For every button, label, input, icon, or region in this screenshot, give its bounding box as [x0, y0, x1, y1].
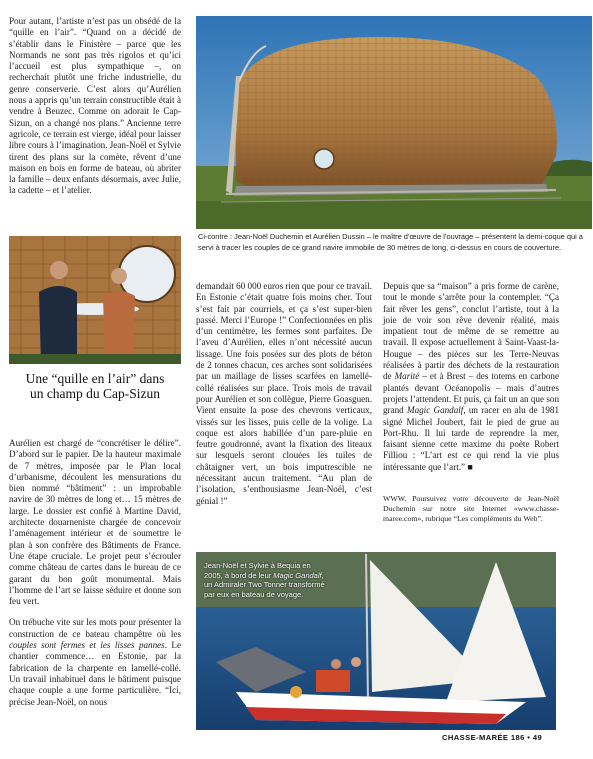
sailboat-photo-caption: Jean-Noël et Sylvie à Bequia en 2005, à bord de leur Magic Gandalf, un Admiraler Two Tonner transformé par eux en bateau de voyage.	[204, 561, 325, 599]
page-footer: CHASSE-MARÉE 186 • 49	[442, 733, 543, 742]
hull-building-illustration	[196, 16, 592, 229]
hull-photo-caption: Ci-contre : Jean-Noël Duchemin et Aurélien Dussin – le maître d’œuvre de l’ouvrage – présentent la demi-coque qui a servi à tracer les couples de ce grand navire immobile de 30 mètres de long, ci-dessus en cours de couverture.	[198, 232, 583, 252]
article-paragraph: Pour autant, l’artiste n’est pas un obsédé de la “quille en l’air”. “Quand on a décidé de s’établir dans le Finistère – parce que les Normands ne sont pas très rigolos et qu’ici l’accueil est plus sympathique –, on recherchait plutôt une friche industrielle, du genre conserverie. C’est alors qu’Aurélien nous a appris qu’un terrain constructible était à vendre à Beuzec. Comme on adorait le Cap-Sizun, on a changé nos plans.” Ancienne terre agricole, ce terrain est vierge, idéal pour laisser libre cours à l’imagination. Jean-Noël et Sylvie tirent des plans sur la comète, rêvent d’une maison en bois en forme de bateau, où abriter la famille – deux enfants désormais, avec Julie, la cadette – et l’atelier.	[9, 16, 181, 196]
article-column-3	[383, 281, 559, 473]
article-column-1-bottom	[9, 438, 181, 708]
article-paragraph: Aurélien est chargé de “concrétiser le délire”. D’abord sur le papier. De la hauteur maximale de 7 mètres, imposée par le Plan local d’urbanisme, découlent les mensurations du bien nommé “bâtiment” : un improbable navire de 30 mètres de long et… 15 mètres de large. Le dossier est confié à Martine David, architecte douarneniste chargée de concevoir l’aménagement intérieur et de soumettre le plan à son confrère des Bâtiments de France. Une étape cruciale. Le projet peut s’écrouler comme château de cartes dans le bureau de ce garant du bon goût monumental. Mais l’homme de l’art se laisse séduire et donne son feu vert.	[9, 438, 181, 607]
hull-building-photo	[196, 16, 592, 229]
web-complement-note: WWW. Poursuivez votre découverte de Jean-Noël Duchemin sur notre site Internet «www.chasse-maree.com», rubrique “Les compléments du Web”.	[383, 494, 559, 523]
article-column-2	[196, 281, 372, 507]
people-half-hull-illustration	[9, 236, 181, 364]
article-paragraph: demandait 60 000 euros rien que pour ce travail. En Estonie c’était quatre fois moins cher. Tout s’est fait par courriels, et ça s’est super-bien passé. Merci l’Europe !” Confectionnées en plis d’un centimètre, les fermes sont parfaites. De l’aveu d’Aurélien, elles n’ont nécessité aucun lissage. Une fois posées sur des plots de béton de 2 tonnes chacun, ces arches sont solidarisées par un maillage de lisses scarfées en lamellé-collé réalisées sur place. Trois mois de travail pour Aurélien et son collègue, Pierre Goasguen. Vient ensuite la pose des chevrons verticaux, vissés sur les lisses, puis celle de la volige. La coque est alors habillée d’un pare-pluie en feutre goudronné, avant la fixation des liteaux sur lesquels seront clouées les tuiles de châtaigner vert, un bois imputrescible ne nécessitant aucun traitement. “Au plan de l’isolation, s’enthousiasme Jean-Noël, c’est génial !”	[196, 281, 373, 506]
article-paragraph: Depuis que sa “maison” a pris forme de carène, tout le monde s’arrête pour la contempler. “Ça fait rêver les gens”, conclut l’artiste, tout à la joie de voir son rêve devenir réalité, mais impatient tout de même de se remettre au travail. Il expose actuellement à Saint-Vaast-la-Hougue – des pièces sur les Terre-Neuvas réalisées à partir des déchets de la restauration de Marité – et à Brest – des totems en carbone plantés devant Océanopolis – mais d’autres projets l’attendent. Et puis, ça fait un an que son grand Magic Gandalf, un racer en alu de 1981 signé Michel Joubert, fait le pied de grue au Port-Rhu. Il lui tarde de reprendre la mer, faisant sienne cette maxime du poète Robert Filliou : “L’art est ce qui rend la vie plus intéressante que l’art.” ■	[383, 281, 559, 472]
sailboat-photo	[196, 552, 556, 730]
article-paragraph: On trébuche vite sur les mots pour présenter la construction de ce bateau champêtre où les couples sont fermes et les lisses pannes. Le chantier commence… en Estonie, par la fabrication de la charpente en lamellé-collé. Un travail inhabituel dans le bâtiment puisque chaque couple a une forme particulière. “Ici, précise Jean-Noël, on nous	[9, 617, 181, 707]
section-headline: Une “quille en l’air” dans un champ du Cap-Sizun	[25, 371, 165, 401]
article-column-1-top	[9, 16, 181, 197]
people-half-hull-photo	[9, 236, 181, 364]
